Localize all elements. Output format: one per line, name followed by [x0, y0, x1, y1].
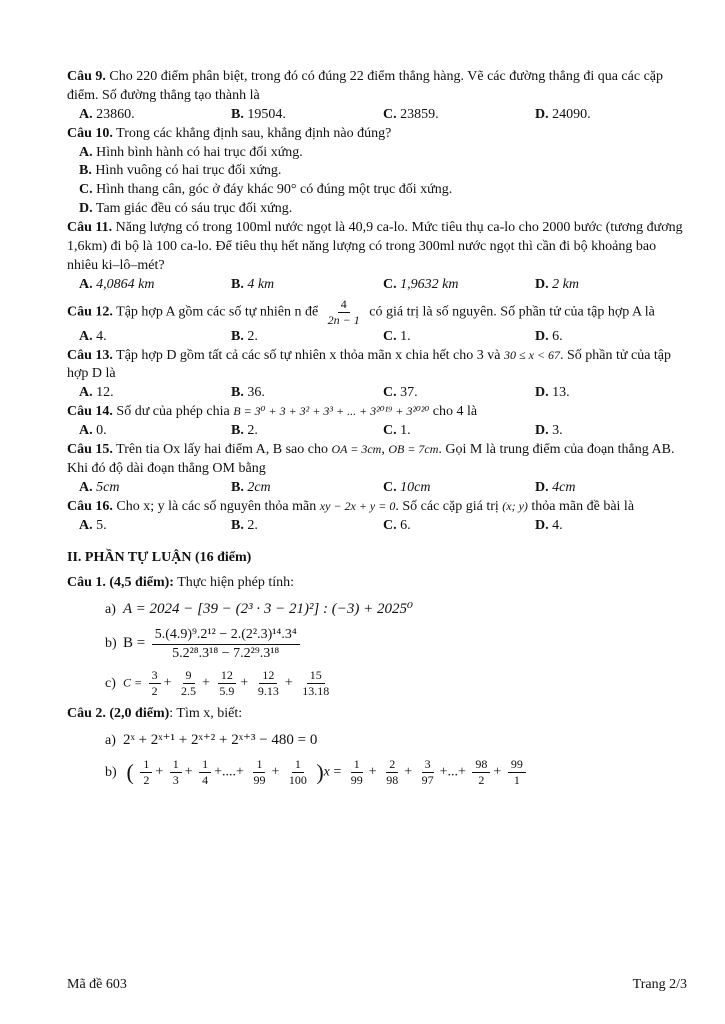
- q14-option-a: A. 0.: [79, 423, 107, 439]
- q15-option-d: D. 4cm: [535, 479, 576, 495]
- q9-option-b: B. 19504.: [231, 106, 286, 122]
- q9-option-a: A. 23860.: [79, 106, 135, 122]
- q14-option-c: C. 1.: [383, 423, 411, 439]
- q14-options: [79, 422, 687, 441]
- q12-option-a: A. 4.: [79, 328, 107, 344]
- q11-option-a: A. 4,0864 km: [79, 276, 155, 292]
- q14-option-b: B. 2.: [231, 423, 258, 439]
- b-left-term: $\frac{1}{100}$: [288, 756, 307, 787]
- question-14: Câu 14. Số dư của phép chia B = 3⁰ + 3 + 3² + 3³ + ... + 3²⁰¹⁹ + 3²⁰²⁰ cho 4 là: [67, 404, 478, 420]
- question-9: Câu 9. Cho 220 điểm phân biệt, trong đó có đúng 22 điểm thẳng hàng. Vẽ các đường thẳng đi qua các cặp điểm. Số đường thẳng tạo thành là: [67, 69, 664, 103]
- c-term: $\frac{9}{2.5}$: [181, 668, 197, 699]
- c-term: $\frac{15}{13.18}$: [302, 668, 330, 699]
- question-15: Câu 15. Trên tia Ox lấy hai điểm A, B sao cho OA = 3cm, OB = 7cm. Gọi M là trung điểm của đoạn thẳng AB. Khi đó độ dài đoạn thẳng OM bằng: [67, 442, 675, 476]
- section-title: II. PHẦN TỰ LUẬN (16 điểm): [67, 550, 252, 566]
- q16-option-d: D. 4.: [535, 517, 563, 533]
- b-left-term: $\frac{1}{99}$: [253, 756, 266, 787]
- e1-part-a: a) A = 2024 − [39 − (2³ · 3 − 21)²] : (−3) + 2025⁰: [105, 601, 414, 618]
- essay-question-2: Câu 2. (2,0 điểm): Tìm x, biết:: [67, 706, 243, 722]
- q12-options: [79, 328, 687, 347]
- q15-option-b: B. 2cm: [231, 479, 271, 495]
- q10-option-a: A. Hình bình hành có hai trục đối xứng.: [79, 144, 303, 160]
- q13-options: [79, 384, 687, 403]
- b-left-term: $\frac{1}{4}$: [199, 757, 211, 788]
- b-right-term: $\frac{1}{99}$: [350, 756, 363, 787]
- q13-option-c: C. 37.: [383, 385, 418, 401]
- q13-option-d: D. 13.: [535, 385, 570, 401]
- q9-option-d: D. 24090.: [535, 106, 591, 122]
- q13-option-b: B. 36.: [231, 385, 265, 401]
- q11-option-d: D. 2 km: [535, 276, 579, 292]
- question-11: Câu 11. Năng lượng có trong 100ml nước ngọt là 40,9 ca-lo. Mức tiêu thụ ca-lo cho 2000 bước (tương đương 1,6km) đi bộ là 100 ca-lo. Để tiêu thụ hết năng lượng có trong 300ml nước ngọt thì cần đi bộ khoảng bao nhiêu ki–lô–mét?: [67, 220, 683, 273]
- q12-fraction: $\frac{4}{2n - 1}$: [327, 296, 360, 327]
- page-footer: [67, 976, 687, 995]
- q11-option-c: C. 1,9632 km: [383, 276, 459, 292]
- q15-options: [79, 479, 687, 498]
- q11-option-b: B. 4 km: [231, 276, 275, 292]
- e1-b-fraction: $\frac{\text{5.(4.9)⁹.2¹² − 2.(2².3)¹⁴.3⁴}}{\text{5.2²⁸.3¹⁸ − 7.2²⁹.3¹⁸}}$: [152, 626, 300, 662]
- question-12: Câu 12. Tập hợp A gồm các số tự nhiên n để $\frac{4}{2n - 1}$ có giá trị là số nguyên. Số phần tử của tập hợp A là: [67, 296, 655, 327]
- e1-part-c: c) C = $\frac{3}{2}$ + $\frac{9}{2.5}$ + $\frac{12}{5.9}$ + $\frac{12}{9.13}$ + $\frac{15}{13.18}$: [105, 668, 687, 699]
- q10-option-d: D. Tam giác đều có sáu trục đối xứng.: [79, 201, 293, 217]
- q12-option-c: C. 1.: [383, 328, 411, 344]
- exam-code: Mã đề 603: [67, 977, 127, 992]
- question-10: Câu 10. Trong các khẳng định sau, khẳng định nào đúng?: [67, 125, 392, 141]
- q10-option-c: C. Hình thang cân, góc ở đáy khác 90° có đúng một trục đối xứng.: [79, 182, 453, 198]
- q16-option-c: C. 6.: [383, 517, 411, 533]
- q10-option-b: B. Hình vuông có hai trục đối xứng.: [79, 163, 282, 179]
- e1-part-b: b) B = $\frac{\text{5.(4.9)⁹.2¹² − 2.(2².3)¹⁴.3⁴}}{\text{5.2²⁸.3¹⁸ − 7.2²⁹.3¹⁸}}$: [105, 626, 687, 662]
- b-right-term: $\frac{98}{2}$: [472, 757, 490, 788]
- question-16: Câu 16. Cho x; y là các số nguyên thỏa mãn xy − 2x + y = 0. Số các cặp giá trị (x; y) thỏa mãn đề bài là: [67, 498, 635, 514]
- q13-option-a: A. 12.: [79, 385, 114, 401]
- q15-option-c: C. 10cm: [383, 479, 431, 495]
- c-term: $\frac{12}{9.13}$: [257, 668, 279, 699]
- page-number: Trang 2/3: [632, 977, 687, 992]
- exam-page: [67, 68, 687, 794]
- e2-part-b: b) ( $\frac{1}{2}$ + $\frac{1}{3}$ + $\frac{1}{4}$ +....+ $\frac{1}{99}$ + $\frac{1}{100}$ )x = $\frac{1}{99}$ + $\frac{2}{98}$ + $\frac{3}{97}$ +...+ $\frac{98}{2}$ + $\frac{99}{1}$: [105, 757, 687, 788]
- q15-option-a: A. 5cm: [79, 479, 120, 495]
- question-13: Câu 13. Tập hợp D gồm tất cả các số tự nhiên x thỏa mãn x chia hết cho 3 và 30 ≤ x < 67. Số phần tử của tập hợp D là: [67, 347, 672, 382]
- q12-option-d: D. 6.: [535, 328, 563, 344]
- c-term: $\frac{12}{5.9}$: [219, 668, 235, 699]
- q12-option-b: B. 2.: [231, 328, 258, 344]
- b-left-term: $\frac{1}{3}$: [170, 757, 182, 788]
- b-right-term: $\frac{99}{1}$: [508, 757, 526, 788]
- q16-option-a: A. 5.: [79, 517, 107, 533]
- q9-options: [79, 106, 687, 125]
- q11-options: [79, 276, 687, 295]
- q16-option-b: B. 2.: [231, 517, 258, 533]
- q9-option-c: C. 23859.: [383, 106, 439, 122]
- c-term: $\frac{3}{2}$: [149, 668, 161, 699]
- b-right-term: $\frac{3}{97}$: [421, 756, 434, 787]
- b-right-term: $\frac{2}{98}$: [386, 756, 399, 787]
- e2-part-a: a) 2ˣ + 2ˣ⁺¹ + 2ˣ⁺² + 2ˣ⁺³ − 480 = 0: [105, 732, 318, 749]
- q16-options: [79, 517, 687, 536]
- essay-question-1: Câu 1. (4,5 điểm): Thực hiện phép tính:: [67, 575, 295, 591]
- b-left-term: $\frac{1}{2}$: [140, 757, 152, 788]
- q14-option-d: D. 3.: [535, 423, 563, 439]
